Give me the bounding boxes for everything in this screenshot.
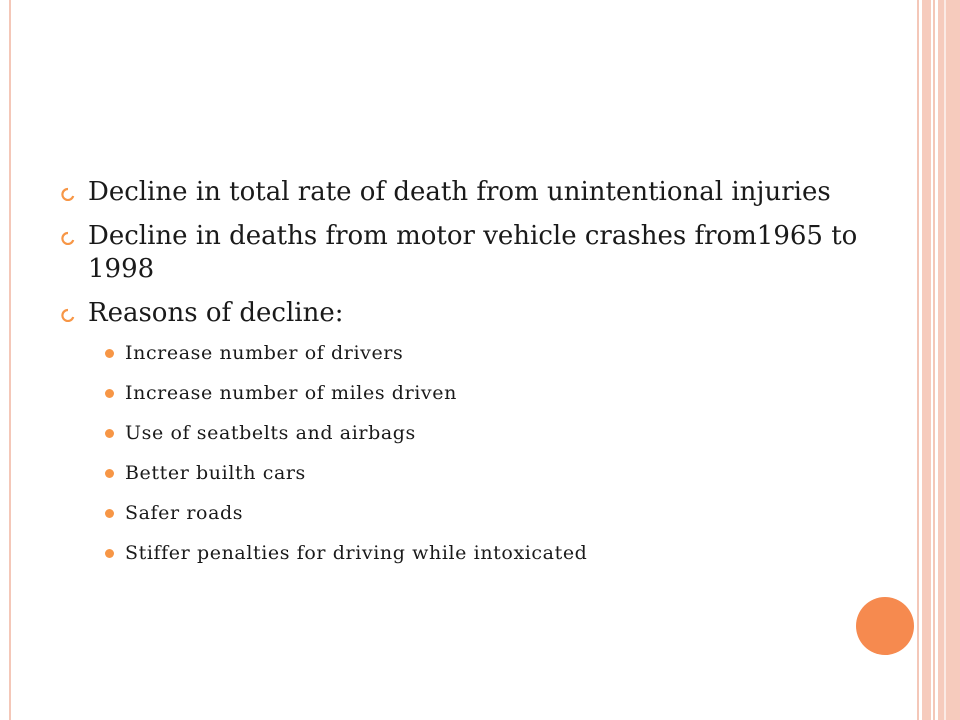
bullet-text: Decline in total rate of death from unintentional injuries bbox=[88, 177, 831, 207]
bullet-text: Reasons of decline: bbox=[88, 298, 344, 328]
sub-bullet-text: Better builth cars bbox=[125, 462, 306, 484]
sub-bullet-text: Increase number of drivers bbox=[125, 342, 404, 364]
bullet-item bbox=[60, 220, 860, 286]
sub-bullet-list bbox=[60, 341, 860, 565]
sub-bullet-item bbox=[60, 541, 860, 565]
left-frame-line bbox=[9, 0, 11, 720]
sub-bullet-text: Safer roads bbox=[125, 502, 244, 524]
sub-bullet-item bbox=[60, 341, 860, 365]
dot-bullet-icon bbox=[105, 389, 114, 398]
right-stripe bbox=[938, 0, 960, 720]
sub-bullet-item bbox=[60, 381, 860, 405]
sub-bullet-item bbox=[60, 461, 860, 485]
sub-bullet-item bbox=[60, 501, 860, 525]
dot-bullet-icon bbox=[105, 469, 114, 478]
circle-bullet-icon bbox=[60, 308, 76, 322]
dot-bullet-icon bbox=[105, 549, 114, 558]
right-stripe bbox=[944, 0, 946, 720]
right-stripe bbox=[933, 0, 935, 720]
circle-bullet-icon bbox=[60, 187, 76, 201]
sub-bullet-item bbox=[60, 421, 860, 445]
sub-bullet-text: Use of seatbelts and airbags bbox=[125, 422, 416, 444]
bullet-item bbox=[60, 297, 860, 330]
sub-bullet-text: Increase number of miles driven bbox=[125, 382, 457, 404]
dot-bullet-icon bbox=[105, 509, 114, 518]
right-stripe bbox=[917, 0, 919, 720]
dot-bullet-icon bbox=[105, 429, 114, 438]
bullet-text: Decline in deaths from motor vehicle crashes from1965 to 1998 bbox=[88, 221, 858, 284]
circle-bullet-icon bbox=[60, 231, 76, 245]
dot-bullet-icon bbox=[105, 349, 114, 358]
slide-body bbox=[60, 176, 860, 581]
right-stripe bbox=[922, 0, 931, 720]
bullet-item bbox=[60, 176, 860, 209]
decorative-circle bbox=[856, 597, 914, 655]
sub-bullet-text: Stiffer penalties for driving while intoxicated bbox=[125, 542, 588, 564]
